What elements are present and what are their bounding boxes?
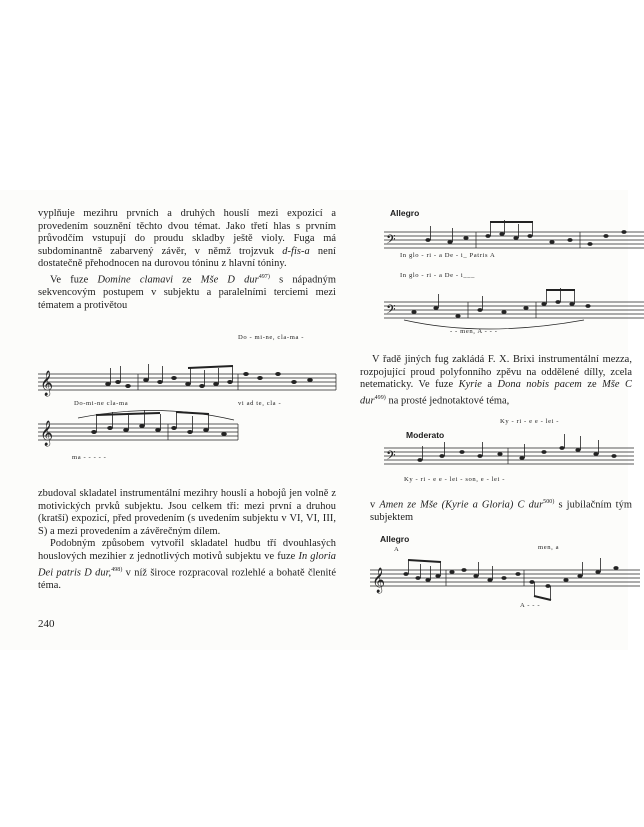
tempo-moderato: Moderato: [406, 430, 445, 440]
staff-domine-svg: [38, 344, 336, 454]
p6-title: Amen ze Mše (Kyrie a Gloria) C dur: [379, 499, 544, 511]
p2-ref: 497): [258, 273, 270, 280]
p5-start: V řadě jiných fug zakládá F. X. Brixi instrumentální mezza, rozpojující proud polyfonního zpěvu na oddělené dílly, zcela netematicky. Ve fuze: [360, 354, 632, 391]
p6-start: v: [370, 499, 376, 511]
p4-ref: 498): [111, 566, 123, 573]
p2-end: s nápadným sekvencovým postupem v subjektu a paralelními terciemi mezi tématem a protivětou: [38, 274, 336, 311]
p5-mid: ze: [587, 379, 597, 391]
lyric-gloria-3: - - men, A - - -: [450, 328, 498, 335]
p5-mass: Mše C dur: [360, 379, 632, 407]
lyric-amen-top-a: A: [394, 546, 400, 553]
paragraph-3: zbudoval skladatel instrumentální mezihry houslí a hobojů jen volně z motivických prvků subjektu. Jsou celkem tři: mezi první a druhou (kratší) expozicí, před provedením (s uvedením subjektu v VI, VI, III, S) a mezi provedením a závěrečným dílem.: [38, 488, 336, 537]
staff-gloria-svg: [384, 220, 644, 350]
p5-kyrie: Kyrie: [458, 379, 482, 391]
lyric-amen-bottom: A - - -: [520, 602, 541, 609]
p5-end: na prosté jednotaktové téma,: [388, 395, 510, 407]
p6-end: s jubilačním tým subjektem: [370, 499, 632, 524]
p4-start: Podobným způsobem vytvořil skladatel hudbu tří dvouhlasých houslových mezihier z jednotlivých motivů subjektu ve fuze: [38, 538, 336, 562]
lyric-domine-top: Do - mi-ne, cla-ma -: [238, 334, 305, 341]
p5-and: a: [487, 379, 493, 391]
lyric-domine-row2: ma - - - - -: [72, 454, 107, 461]
p4-title: In gloria Dei patris D dur,: [38, 550, 337, 579]
paragraph-1-end: není dostatečně přehodnocen na durovou tóninu z hlavní tóniny.: [38, 245, 336, 270]
music-example-kyrie: [384, 416, 628, 488]
tempo-allegro-1: Allegro: [390, 208, 420, 218]
right-paragraph-6-box: [370, 496, 632, 525]
svg-text:𝄢: 𝄢: [386, 448, 396, 466]
paragraph-4: [38, 538, 336, 592]
right-paragraph-5-box: [360, 354, 632, 408]
p6-ref: 500): [543, 499, 555, 505]
p2-title: Domine clamavi: [97, 274, 174, 286]
p2-mass: Mše D dur: [200, 274, 259, 286]
music-example-domine: [38, 330, 336, 470]
svg-text:𝄞: 𝄞: [40, 421, 54, 446]
svg-text:𝄞: 𝄞: [40, 371, 54, 396]
lyric-gloria-1: In glo - ri - a De - i_ Patris A: [400, 252, 496, 259]
p2-start: Ve fuze: [50, 274, 89, 286]
paragraph-1-text: vyplňuje mezihru prvních a druhých houslí mezi expozicí a provedením souznění těchto dvou témat. Jako třetí hlas s prvním průvodčím vstupují do proudu skladby ještě violy. Fuga má subdominantně zabarvený závěr, v němž trojzvuk: [38, 208, 336, 257]
page-number: 240: [38, 618, 55, 630]
staff-amen-svg: [370, 556, 640, 602]
svg-text:𝄞: 𝄞: [372, 568, 386, 593]
lyric-amen-top-b: men, a: [538, 544, 560, 551]
music-example-amen: [370, 534, 628, 614]
paragraph-5: [360, 354, 632, 408]
p5-dona: Dona nobis pacem: [497, 379, 582, 391]
chord-italic: d-fis-a: [282, 245, 310, 257]
p4-end: v níž široce rozpracoval rozlehlé a bohatě členité téma.: [38, 567, 336, 591]
svg-text:𝄢: 𝄢: [386, 302, 396, 320]
p2-mid: ze: [182, 274, 192, 286]
paragraph-2: [38, 271, 336, 312]
paragraph-1: [38, 208, 336, 271]
left-lower-text: [38, 488, 336, 592]
p5-ref: 499): [374, 394, 386, 401]
svg-text:𝄢: 𝄢: [386, 232, 396, 250]
paragraph-6: [370, 496, 632, 525]
lyric-gloria-2: In glo - ri - a De - i___: [400, 272, 476, 279]
lyric-kyrie-top: Ky - ri - e e - lei -: [500, 418, 560, 425]
left-page: [38, 208, 336, 312]
music-example-gloria: [384, 208, 628, 348]
lyric-kyrie-bottom: Ky - ri - e e - lei - son, e - lei -: [404, 476, 506, 483]
lyric-domine-bottom-a: Do-mi-ne cla-ma: [74, 400, 129, 407]
lyric-domine-bottom-b: vi ad te, cla -: [238, 400, 282, 407]
staff-kyrie-svg: [384, 442, 634, 478]
tempo-allegro-2: Allegro: [380, 534, 410, 544]
